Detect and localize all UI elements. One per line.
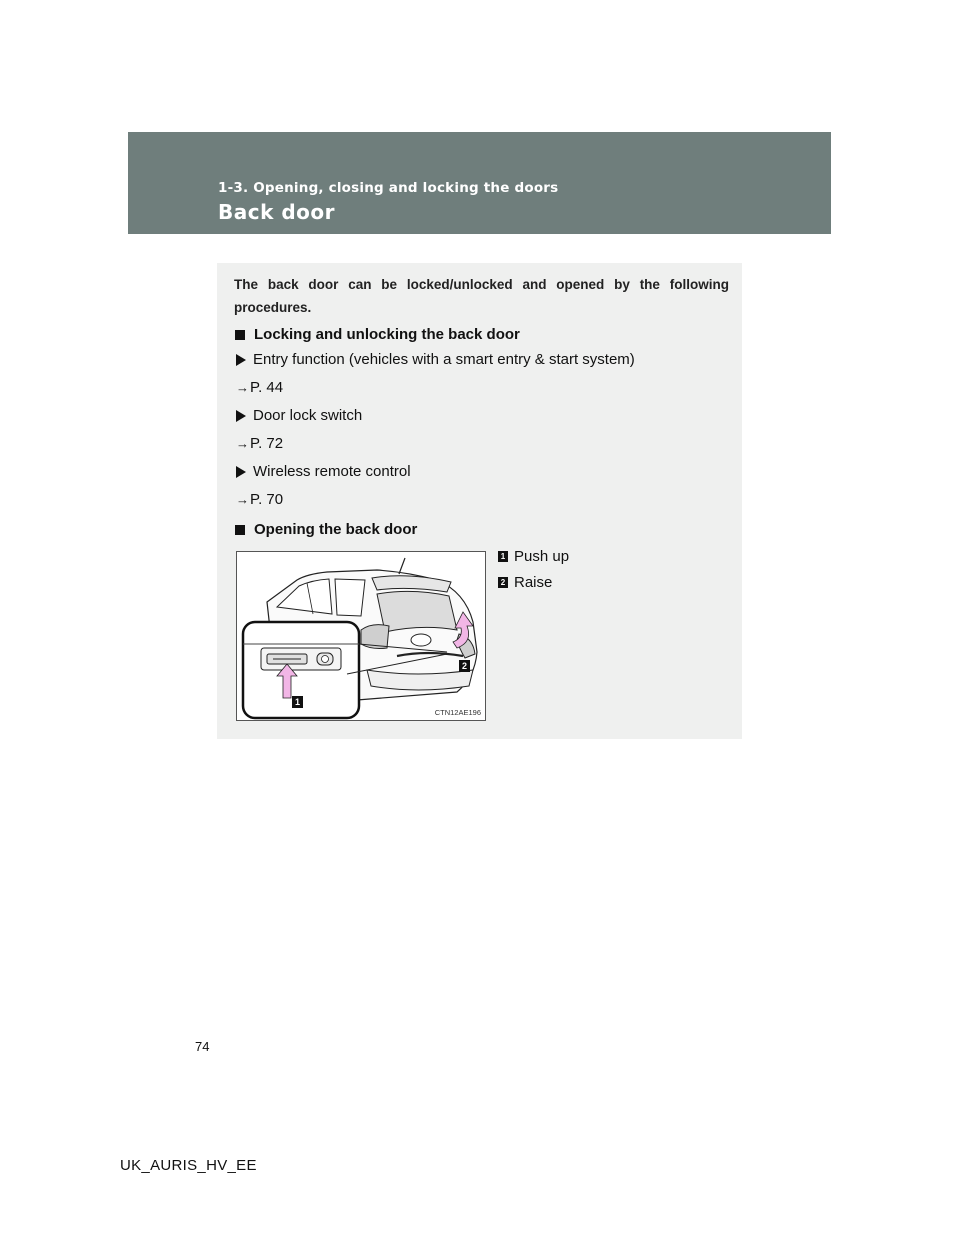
document-code: UK_AURIS_HV_EE (120, 1157, 257, 1174)
page-reference[interactable] (236, 435, 283, 452)
step-number-badge: 2 (498, 577, 508, 588)
lock-method-label: Wireless remote control (253, 463, 411, 480)
triangle-bullet-icon (236, 410, 246, 422)
figure-code: CTN12AE196 (434, 708, 481, 717)
step-raise (498, 574, 552, 591)
back-door-illustration (236, 551, 486, 721)
page-title: Back door (218, 200, 336, 224)
car-rear-illustration (237, 552, 485, 720)
open-section-heading (235, 521, 417, 538)
lock-method-door-lock-switch (236, 407, 362, 424)
triangle-bullet-icon (236, 354, 246, 366)
square-bullet-icon (235, 525, 245, 535)
step-label: Push up (514, 548, 570, 565)
page-reference-text: P. 70 (250, 491, 284, 508)
lock-method-entry-function (236, 351, 635, 368)
callout-1-text: 1 (294, 697, 301, 707)
page-number: 74 (195, 1039, 210, 1054)
callout-2-text: 2 (461, 661, 468, 671)
content-panel (217, 263, 742, 739)
right-arrow-icon: → (236, 380, 249, 395)
lock-method-label: Entry function (vehicles with a smart entry & start system) (253, 351, 635, 368)
intro-text: The back door can be locked/unlocked and opened by the following procedures. (234, 277, 729, 315)
section-header (128, 132, 831, 234)
section-label: 1-3. Opening, closing and locking the doors (218, 180, 559, 196)
page-reference[interactable] (236, 491, 283, 508)
triangle-bullet-icon (236, 466, 246, 478)
page-reference-text: P. 72 (250, 435, 284, 452)
step-number-badge: 1 (498, 551, 508, 562)
step-push-up (498, 548, 569, 565)
open-section-heading-text: Opening the back door (254, 521, 418, 538)
right-arrow-icon: → (236, 436, 249, 451)
square-bullet-icon (235, 330, 245, 340)
step-label: Raise (514, 574, 553, 591)
page-reference-text: P. 44 (250, 379, 284, 396)
lock-section-heading-text: Locking and unlocking the back door (254, 326, 520, 343)
right-arrow-icon: → (236, 492, 249, 507)
lock-section-heading (235, 326, 520, 343)
page-reference[interactable] (236, 379, 283, 396)
lock-method-label: Door lock switch (253, 407, 363, 424)
lock-method-wireless-remote (236, 463, 411, 480)
